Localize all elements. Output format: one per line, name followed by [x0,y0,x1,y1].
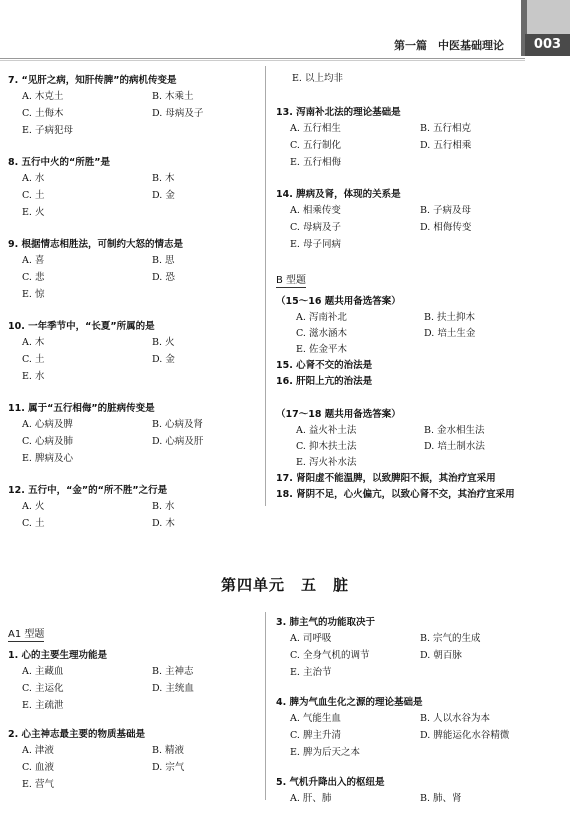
answer-options [276,120,566,171]
answer-options [8,416,263,467]
answer-option: A. 主藏血 [22,666,64,677]
answer-option: C. 土 [22,518,45,529]
answer-options [8,170,263,221]
running-header-title: 第一篇 中医基础理论 [394,39,504,52]
question-stem: 1. 心的主要生理功能是 [8,650,108,661]
right-column-top [276,70,566,519]
answer-option: E. 母子同病 [290,239,341,250]
question-block [276,614,566,681]
question-stem: 12. 五行中，“金”的“所不胜”之行是 [8,485,168,496]
answer-option: E. 火 [22,207,45,218]
question-stem: 13. 泻南补北法的理论基础是 [276,107,401,118]
right-column-bottom [276,614,566,820]
answer-option: C. 悲 [22,272,45,283]
answer-options [8,742,263,793]
answer-option: D. 主统血 [152,683,194,694]
answer-options [8,498,263,532]
answer-option: A. 相乘传变 [290,205,341,216]
question-stem: 9. 根据情志相胜法，可制约大怒的情志是 [8,239,184,250]
answer-option: E. 主疏泄 [22,700,64,711]
answer-option: D. 培土生金 [424,328,476,339]
answer-options [8,334,263,385]
answer-option: C. 脾主升清 [290,730,341,741]
answer-option: B. 水 [152,501,175,512]
answer-option: E. 佐金平木 [296,344,347,355]
answer-option: E. 惊 [22,289,45,300]
b-type-group [276,406,566,503]
answer-option: C. 母病及子 [290,222,341,233]
answer-option: D. 金 [152,354,175,365]
answer-option: C. 心病及肺 [22,436,73,447]
answer-option: A. 司呼吸 [290,633,332,644]
question-block [276,104,566,171]
answer-option: E. 营气 [22,779,54,790]
answer-option: B. 主神志 [152,666,194,677]
question-stem: 14. 脾病及肾，体现的关系是 [276,189,401,200]
answer-option: C. 滋水涵木 [296,328,347,339]
question-block [276,694,566,761]
answer-option: E. 泻火补水法 [296,457,357,468]
question-stem: 10. 一年季节中，“长夏”所属的是 [8,321,155,332]
answer-option: A. 喜 [22,255,45,266]
b-type-group [276,293,566,390]
question-block [8,482,263,532]
answer-option: D. 五行相乘 [420,140,472,151]
answer-option: B. 木乘土 [152,91,194,102]
question-block [8,72,263,139]
answer-option: E. 子病犯母 [22,125,73,136]
answer-option: C. 五行制化 [290,140,341,151]
answer-option: B. 火 [152,337,175,348]
answer-option: A. 气能生血 [290,713,341,724]
answer-option: B. 心病及肾 [152,419,204,430]
answer-option: B. 木 [152,173,175,184]
answer-option: E. 脾为后天之本 [290,747,360,758]
question-stem: 11. 属于“五行相侮”的脏病传变是 [8,403,155,414]
left-column-top [8,72,263,547]
question-block [8,154,263,221]
b-type-groups [276,293,566,503]
answer-option: A. 益火补土法 [296,425,357,436]
question-stem: 3. 肺主气的功能取决于 [276,617,376,628]
answer-options [8,663,263,714]
right-top-questions [276,104,566,253]
shared-options-heading: （17～18 题共用备选答案） [276,409,401,420]
question-stem: 7. “见肝之病，知肝传脾”的病机传变是 [8,75,177,86]
answer-option: D. 培土制水法 [424,441,485,452]
answer-option: B. 人以水谷为本 [420,713,491,724]
answer-option: A. 五行相生 [290,123,341,134]
question-stem: 4. 脾为气血生化之源的理论基础是 [276,697,423,708]
question-stem: 15. 心肾不交的治法是 [276,360,373,371]
question-block [276,186,566,253]
answer-option: A. 水 [22,173,45,184]
answer-option: B. 扶土抑木 [424,312,476,323]
b-type-heading: B 型题 [276,271,306,288]
answer-option: D. 脾能运化水谷精微 [420,730,510,741]
answer-option: E. 脾病及心 [22,453,73,464]
answer-option: D. 木 [152,518,175,529]
answer-option: A. 肝、肺 [290,793,332,804]
header-rule-thin [0,60,525,61]
answer-option: B. 子病及母 [420,205,472,216]
question-stem: 8. 五行中火的“所胜”是 [8,157,111,168]
answer-option: A. 泻南补北 [296,312,347,323]
a1-type-heading: A1 型题 [8,625,44,642]
answer-option: E. 水 [22,371,45,382]
answer-option: C. 全身气机的调节 [290,650,370,661]
answer-option: D. 恐 [152,272,175,283]
question-block [276,774,566,807]
answer-option: A. 木克土 [22,91,64,102]
question-stem: 5. 气机升降出入的枢纽是 [276,777,385,788]
answer-option: C. 主运化 [22,683,64,694]
answer-option: D. 宗气 [152,762,185,773]
answer-options [8,252,263,303]
left-column-bottom [8,622,263,805]
question-block [8,318,263,385]
answer-option: D. 金 [152,190,175,201]
unit-title: 第四单元 五 脏 [220,576,349,594]
answer-options [276,710,566,761]
shared-answer-options [276,423,566,471]
answer-option: E. 五行相侮 [290,157,341,168]
answer-option: C. 土 [22,354,45,365]
answer-option: B. 精液 [152,745,185,756]
page-number: 003 [525,34,570,56]
page-tab-light [527,0,570,34]
answer-option: D. 相侮传变 [420,222,472,233]
answer-option: B. 宗气的生成 [420,633,481,644]
answer-option: E. 主治节 [290,667,332,678]
shared-answer-options [276,310,566,358]
shared-options-heading: （15～16 题共用备选答案） [276,296,401,307]
answer-option: B. 肺、肾 [420,793,462,804]
answer-option: C. 血液 [22,762,54,773]
answer-option: C. 土侮木 [22,108,64,119]
question-block [8,400,263,467]
answer-option: B. 金水相生法 [424,425,485,436]
answer-option: A. 心病及脾 [22,419,73,430]
question-stem: 18. 肾阴不足，心火偏亢，以致心肾不交，其治疗宜采用 [276,489,515,500]
answer-option: A. 津液 [22,745,54,756]
answer-options [276,202,566,253]
answer-options [8,88,263,139]
answer-option: C. 抑木扶土法 [296,441,357,452]
option-e-carryover: E. 以上均非 [292,73,343,84]
answer-option: A. 木 [22,337,45,348]
question-stem: 16. 肝阳上亢的治法是 [276,376,373,387]
answer-option: D. 心病及肝 [152,436,204,447]
answer-option: B. 五行相克 [420,123,472,134]
question-block [8,726,263,793]
question-block [8,647,263,714]
answer-option: D. 朝百脉 [420,650,462,661]
answer-option: C. 土 [22,190,45,201]
answer-option: A. 火 [22,501,45,512]
answer-option: D. 母病及子 [152,108,204,119]
header-rule [0,58,525,59]
question-stem: 2. 心主神志最主要的物质基础是 [8,729,146,740]
answer-options [276,630,566,681]
answer-options [276,790,566,807]
question-stem: 17. 肾阳虚不能温脾，以致脾阳不振，其治疗宜采用 [276,473,496,484]
left-bottom-questions [8,647,263,793]
question-block [8,236,263,303]
answer-option: B. 思 [152,255,175,266]
